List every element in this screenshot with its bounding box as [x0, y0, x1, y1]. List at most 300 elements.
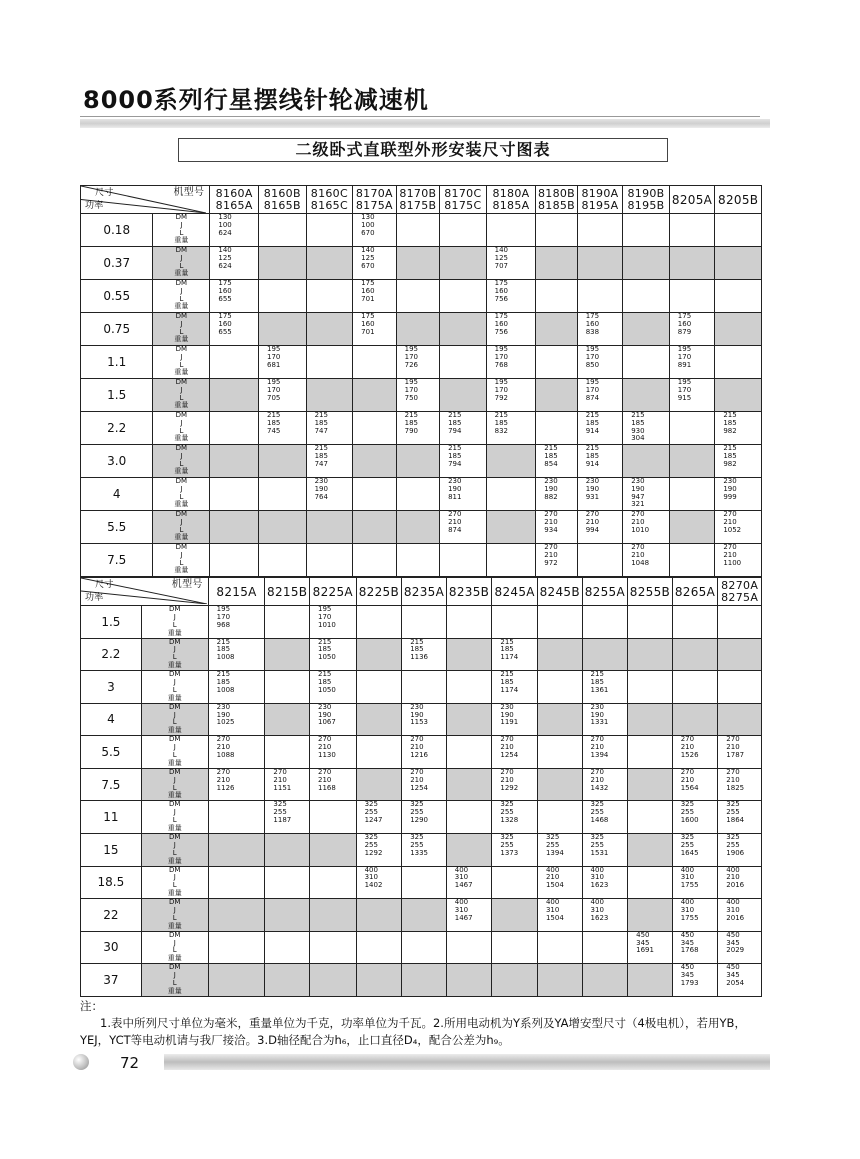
value-cell	[718, 703, 762, 736]
value-cell	[486, 379, 536, 412]
value-cell	[446, 638, 492, 671]
cell-value: 325	[410, 800, 424, 809]
row-label: 重量	[167, 889, 182, 898]
row-label: J	[180, 319, 183, 328]
cell-value: 230	[590, 703, 604, 711]
value-cell	[486, 445, 536, 478]
model-name: 8175A	[355, 198, 393, 212]
value-cell	[440, 445, 487, 478]
cell-value: 1335	[410, 848, 429, 857]
value-cell	[396, 247, 439, 280]
cell-value: 215	[216, 670, 231, 679]
cell-value: 400	[545, 866, 560, 874]
cell-value: 170	[677, 352, 692, 361]
cell-value: 345	[726, 938, 740, 947]
power-cell: 7.5	[81, 768, 142, 801]
value-cell	[306, 346, 353, 379]
cell-value: 255	[590, 808, 604, 817]
value-cell	[623, 214, 670, 247]
row-label: 重量	[167, 921, 182, 930]
cell-value: 160	[218, 286, 232, 295]
row-label: L	[172, 816, 177, 825]
row-label: DM	[175, 444, 188, 452]
row-label: J	[173, 938, 176, 947]
value-cell	[356, 703, 402, 736]
value-cell	[715, 379, 762, 412]
model-header	[259, 186, 307, 214]
cell-value: 170	[494, 385, 508, 394]
value-cell	[265, 736, 310, 769]
model-name: 8270A	[721, 578, 759, 592]
value-cell	[446, 736, 492, 769]
row-label: J	[180, 517, 183, 526]
cell-value: 854	[544, 459, 558, 468]
row-labels	[153, 445, 210, 478]
cell-value: 1247	[364, 816, 383, 825]
row-label: J	[180, 253, 183, 262]
value-cell	[582, 931, 628, 964]
notes-text: 1.表中所列尺寸单位为毫米，重量单位为千克，功率单位为千瓦。2.所用电动机为Y系列及YA增安型尺寸（4极电机），若用YB，YEJ，YCT等电动机请与我厂接洽。3.D轴径配合为h₆，止口直径D₄，配合公差为h₉。	[80, 1016, 746, 1047]
cell-value: 1168	[317, 783, 336, 792]
cell-value: 270	[726, 768, 740, 776]
cell-value: 400	[454, 898, 469, 907]
value-cell	[582, 768, 628, 801]
cell-value: 2016	[726, 881, 745, 890]
cell-value: 175	[361, 312, 375, 320]
cell-value: 450	[680, 931, 695, 939]
cell-value: 270	[631, 543, 645, 551]
value-cell	[628, 671, 673, 704]
value-cell	[486, 214, 536, 247]
value-cell	[396, 280, 439, 313]
cell-value: 140	[361, 246, 375, 254]
cell-value: 130	[361, 213, 375, 221]
value-cell	[715, 247, 762, 280]
cell-value: 160	[361, 319, 375, 328]
cell-value: 185	[585, 451, 600, 460]
value-cell	[492, 964, 538, 997]
row-label: 重量	[167, 693, 182, 702]
cell-value: 185	[216, 645, 231, 654]
cell-value: 914	[585, 459, 600, 468]
cell-value: 175	[218, 279, 232, 287]
row-label: J	[173, 775, 176, 784]
cell-value: 1008	[216, 653, 235, 662]
power-cell: 7.5	[81, 544, 153, 577]
row-label: L	[172, 751, 177, 760]
cell-value: 185	[314, 451, 328, 460]
value-cell	[402, 833, 447, 866]
value-cell	[210, 214, 259, 247]
cell-value: 190	[631, 484, 645, 493]
value-cell	[537, 671, 582, 704]
model-name: 8170C	[444, 186, 482, 200]
title-band	[80, 119, 770, 128]
value-cell	[669, 544, 715, 577]
cell-value: 185	[404, 418, 418, 427]
cell-value: 325	[590, 800, 604, 809]
value-cell	[715, 445, 762, 478]
cell-value: 1361	[590, 685, 609, 694]
row-label: DM	[175, 279, 188, 287]
row-label: 重量	[174, 269, 189, 278]
cell-value: 1793	[680, 978, 699, 987]
value-cell	[446, 671, 492, 704]
cell-value: 310	[680, 873, 695, 882]
cell-value: 230	[314, 477, 328, 485]
row-label: J	[180, 352, 183, 361]
cell-value: 160	[218, 319, 232, 328]
value-cell	[356, 801, 402, 834]
value-cell	[259, 313, 307, 346]
value-cell	[582, 866, 628, 899]
model-name: 8170A	[355, 186, 393, 200]
cell-value: 310	[545, 905, 560, 914]
cell-value: 195	[267, 345, 281, 353]
cell-value: 170	[404, 385, 418, 394]
data-row	[81, 379, 762, 412]
cell-value: 345	[680, 938, 695, 947]
data-row	[81, 511, 762, 544]
value-cell	[210, 478, 259, 511]
cell-value: 255	[410, 808, 424, 817]
value-cell	[356, 638, 402, 671]
row-label: 重量	[167, 824, 182, 833]
value-cell	[672, 638, 718, 671]
value-cell	[265, 964, 310, 997]
cell-value: 670	[361, 228, 375, 237]
value-cell	[669, 214, 715, 247]
cell-value: 325	[726, 800, 740, 809]
row-labels	[141, 736, 208, 769]
row-labels	[141, 833, 208, 866]
row-labels	[141, 703, 208, 736]
value-cell	[356, 931, 402, 964]
row-label: DM	[175, 378, 188, 386]
cell-value: 185	[585, 418, 600, 427]
model-header	[356, 578, 402, 606]
cell-value: 185	[723, 451, 737, 460]
data-row	[81, 801, 762, 834]
value-cell	[537, 703, 582, 736]
cell-value: 982	[723, 426, 737, 435]
power-cell: 0.18	[81, 214, 153, 247]
value-cell	[623, 511, 670, 544]
cell-value: 1691	[636, 946, 654, 955]
cell-value: 190	[544, 484, 558, 493]
value-cell	[440, 280, 487, 313]
cell-value: 1126	[216, 783, 235, 792]
row-labels	[141, 801, 208, 834]
title-rule	[80, 116, 760, 117]
model-header	[669, 186, 715, 214]
cell-value: 190	[723, 484, 737, 493]
cell-value: 210	[410, 743, 424, 752]
model-name: 8190B	[627, 186, 665, 200]
model-name: 8195A	[581, 198, 619, 212]
cell-value: 185	[314, 418, 328, 427]
value-cell	[537, 606, 582, 639]
value-cell	[309, 671, 356, 704]
cell-value: 310	[590, 873, 604, 882]
cell-value: 1432	[590, 783, 609, 792]
value-cell	[356, 866, 402, 899]
cell-value: 655	[218, 294, 232, 303]
cell-value: 1050	[317, 653, 336, 662]
value-cell	[353, 511, 396, 544]
value-cell	[396, 214, 439, 247]
cell-value: 215	[314, 444, 328, 452]
cell-value: 1504	[545, 881, 564, 890]
value-cell	[715, 313, 762, 346]
cell-value: 325	[726, 833, 740, 841]
row-labels	[153, 247, 210, 280]
row-label: L	[172, 881, 177, 890]
cell-value: 270	[723, 510, 737, 518]
data-row	[81, 736, 762, 769]
cell-value: 215	[500, 638, 514, 646]
cell-value: 215	[544, 444, 558, 452]
cell-value: 215	[631, 411, 645, 419]
value-cell	[577, 214, 623, 247]
value-cell	[309, 801, 356, 834]
model-name: 8160C	[310, 186, 348, 200]
cell-value: 832	[494, 426, 508, 435]
value-cell	[396, 412, 439, 445]
cell-value: 1048	[631, 558, 650, 567]
row-label: L	[179, 459, 184, 468]
cell-value: 1768	[680, 946, 699, 955]
cell-value: 310	[590, 905, 604, 914]
row-label: DM	[169, 768, 181, 776]
cell-value: 170	[494, 352, 508, 361]
row-labels	[141, 899, 208, 932]
model-header	[396, 186, 439, 214]
row-label: 重量	[167, 856, 182, 865]
row-label: 重量	[174, 566, 189, 575]
value-cell	[259, 544, 307, 577]
cell-value: 1906	[726, 848, 745, 857]
row-label: J	[173, 743, 176, 752]
row-label: J	[173, 873, 176, 882]
row-label: L	[172, 685, 177, 694]
cell-value: 210	[726, 743, 740, 752]
cell-value: 400	[364, 866, 378, 874]
cell-value: 794	[448, 426, 462, 435]
value-cell	[537, 768, 582, 801]
value-cell	[210, 313, 259, 346]
value-cell	[396, 346, 439, 379]
cell-value: 325	[680, 833, 695, 841]
value-cell	[536, 445, 577, 478]
row-label: L	[172, 620, 177, 629]
cell-value: 230	[631, 477, 645, 485]
value-cell	[628, 736, 673, 769]
value-cell	[259, 247, 307, 280]
cell-value: 190	[500, 710, 514, 719]
cell-value: 1787	[726, 751, 745, 760]
header-corner	[81, 578, 209, 606]
cell-value: 255	[500, 808, 514, 817]
row-label: J	[173, 808, 176, 817]
model-name: 8185B	[537, 198, 576, 212]
value-cell	[537, 833, 582, 866]
cell-value: 1623	[590, 913, 609, 922]
cell-value: 681	[267, 360, 281, 369]
cell-value: 764	[314, 492, 328, 501]
data-row	[81, 544, 762, 577]
value-cell	[582, 801, 628, 834]
value-cell	[440, 346, 487, 379]
row-label: 重量	[167, 628, 182, 637]
value-cell	[577, 346, 623, 379]
value-cell	[486, 313, 536, 346]
cell-value: 1864	[726, 816, 745, 825]
value-cell	[669, 313, 715, 346]
value-cell	[309, 931, 356, 964]
model-name: 8235B	[448, 584, 490, 599]
cell-value: 325	[590, 833, 604, 841]
header-power-label: 功率	[85, 201, 104, 211]
row-label: DM	[169, 703, 181, 711]
cell-value: 325	[500, 833, 514, 841]
row-label: L	[172, 978, 177, 987]
cell-value: 345	[636, 938, 650, 947]
value-cell	[208, 964, 265, 997]
value-cell	[440, 544, 487, 577]
value-cell	[486, 412, 536, 445]
cell-value: 215	[500, 670, 514, 679]
header-row	[81, 186, 762, 214]
data-row	[81, 671, 762, 704]
cell-value: 874	[448, 525, 462, 534]
value-cell	[356, 833, 402, 866]
value-cell	[353, 313, 396, 346]
cell-value: 210	[273, 775, 287, 784]
value-cell	[402, 671, 447, 704]
value-cell	[210, 379, 259, 412]
row-label: J	[180, 550, 183, 559]
notes	[80, 998, 770, 1049]
cell-value: 215	[314, 411, 328, 419]
cell-value: 891	[677, 360, 692, 369]
row-label: J	[180, 418, 183, 427]
value-cell	[628, 931, 673, 964]
value-cell	[210, 544, 259, 577]
cell-value: 325	[500, 800, 514, 809]
power-cell: 1.5	[81, 379, 153, 412]
value-cell	[669, 412, 715, 445]
value-cell	[309, 964, 356, 997]
cell-value: 1467	[454, 913, 473, 922]
row-label: DM	[175, 411, 188, 419]
row-label: J	[180, 286, 183, 295]
model-name: 8225B	[358, 584, 400, 599]
cell-value: 270	[680, 768, 695, 776]
value-cell	[715, 511, 762, 544]
value-cell	[715, 214, 762, 247]
model-header	[309, 578, 356, 606]
model-header	[208, 578, 265, 606]
value-cell	[492, 768, 538, 801]
value-cell	[582, 606, 628, 639]
cell-value: 270	[590, 768, 604, 776]
row-label: J	[180, 220, 183, 229]
table-subtitle: 二级卧式直联型外形安装尺寸图表	[178, 138, 668, 162]
row-label: DM	[169, 670, 181, 679]
row-label: 重量	[174, 500, 189, 509]
cell-value: 768	[494, 360, 508, 369]
data-row	[81, 703, 762, 736]
value-cell	[353, 247, 396, 280]
cell-value: 345	[680, 971, 695, 980]
cell-value: 190	[585, 484, 600, 493]
row-label: DM	[175, 543, 188, 551]
value-cell	[306, 214, 353, 247]
cell-value: 255	[364, 840, 378, 849]
value-cell	[396, 478, 439, 511]
data-row	[81, 606, 762, 639]
row-labels	[141, 671, 208, 704]
row-label: DM	[169, 638, 181, 646]
cell-value: 215	[267, 411, 281, 419]
value-cell	[718, 964, 762, 997]
cell-value: 701	[361, 327, 375, 336]
cell-value: 195	[317, 605, 332, 613]
value-cell	[577, 511, 623, 544]
value-cell	[402, 866, 447, 899]
value-cell	[265, 638, 310, 671]
value-cell	[536, 478, 577, 511]
value-cell	[492, 703, 538, 736]
cell-value: 270	[410, 768, 424, 776]
value-cell	[715, 544, 762, 577]
value-cell	[628, 606, 673, 639]
value-cell	[492, 931, 538, 964]
cell-value: 215	[317, 670, 332, 679]
value-cell	[309, 833, 356, 866]
cell-value: 450	[636, 931, 650, 939]
data-row	[81, 964, 762, 997]
cell-value: 255	[410, 840, 424, 849]
value-cell	[265, 768, 310, 801]
value-cell	[582, 964, 628, 997]
value-cell	[396, 313, 439, 346]
value-cell	[718, 736, 762, 769]
model-name: 8160B	[263, 186, 301, 200]
value-cell	[672, 931, 718, 964]
power-cell: 5.5	[81, 511, 153, 544]
cell-value: 210	[216, 775, 231, 784]
value-cell	[577, 280, 623, 313]
value-cell	[402, 638, 447, 671]
cell-value: 1187	[273, 816, 292, 825]
cell-value: 450	[726, 931, 740, 939]
value-cell	[582, 833, 628, 866]
row-label: L	[172, 653, 177, 662]
cell-value: 1010	[631, 525, 650, 534]
row-label: J	[180, 451, 183, 460]
cell-value: 994	[585, 525, 600, 534]
cell-value: 255	[680, 840, 695, 849]
cell-value: 270	[500, 768, 514, 776]
cell-value: 1564	[680, 783, 699, 792]
cell-value: 100	[361, 220, 375, 229]
cell-value: 1402	[364, 881, 383, 890]
value-cell	[265, 931, 310, 964]
value-cell	[356, 964, 402, 997]
value-cell	[628, 899, 673, 932]
